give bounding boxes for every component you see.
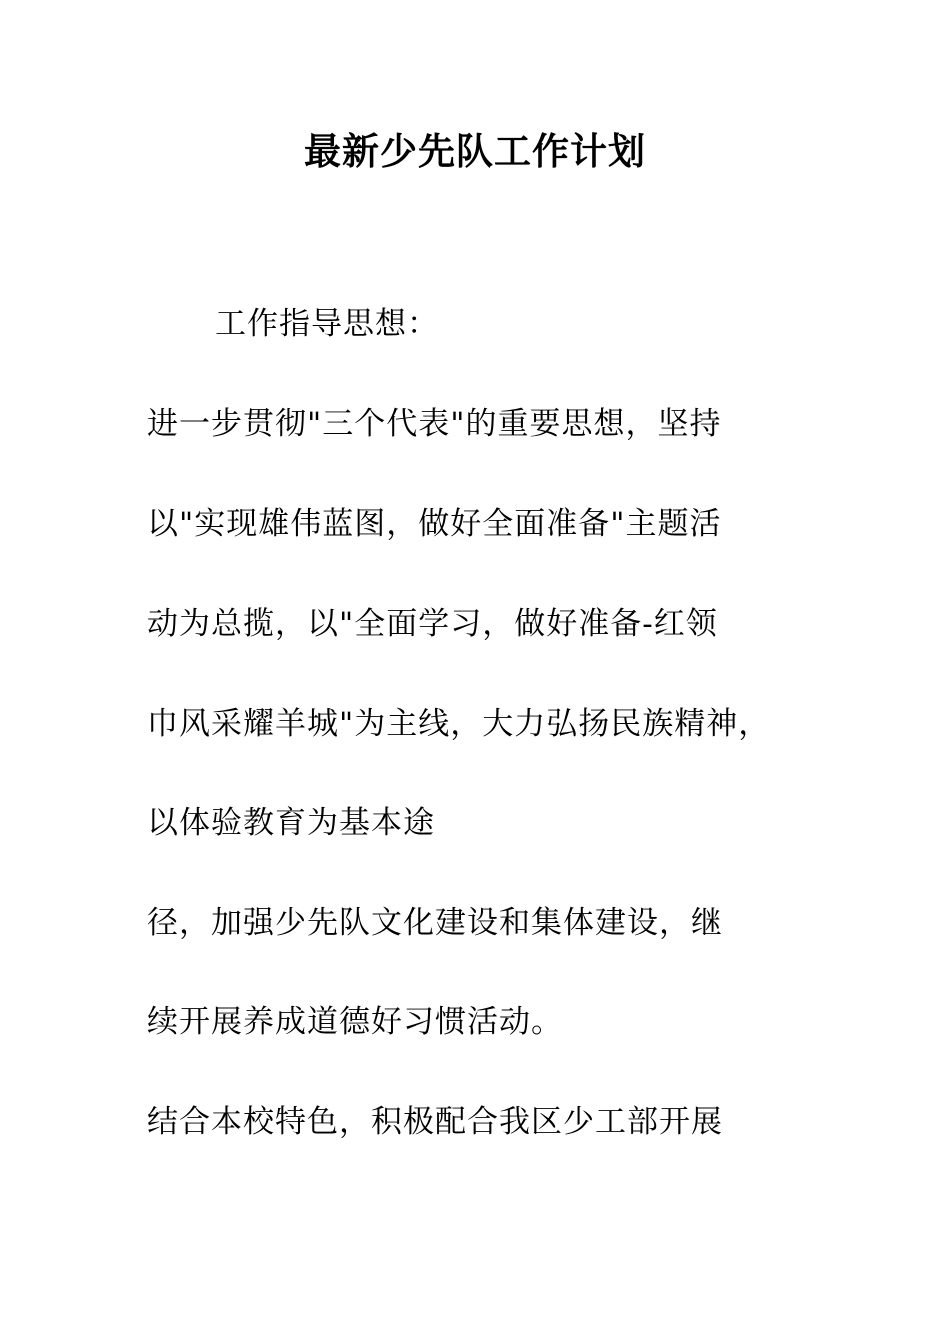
paragraph-line: 结合本校特色，积极配合我区少工部开展	[147, 1104, 723, 1140]
paragraph-line: 续开展养成道德好习惯活动。	[147, 1004, 563, 1040]
paragraph-line: 径，加强少先队文化建设和集体建设，继	[147, 905, 723, 941]
document-title: 最新少先队工作计划	[304, 129, 646, 173]
paragraph-line: 巾风采耀羊城"为主线，大力弘扬民族精神，	[147, 706, 771, 742]
paragraph-line: 动为总揽，以"全面学习，做好准备-红领	[147, 606, 718, 642]
paragraph-line: 以"实现雄伟蓝图，做好全面准备"主题活	[147, 506, 722, 542]
section-heading: 工作指导思想：	[215, 306, 439, 342]
paragraph-line: 进一步贯彻"三个代表"的重要思想，坚持	[147, 406, 722, 442]
paragraph-line: 以体验教育为基本途	[147, 805, 435, 841]
